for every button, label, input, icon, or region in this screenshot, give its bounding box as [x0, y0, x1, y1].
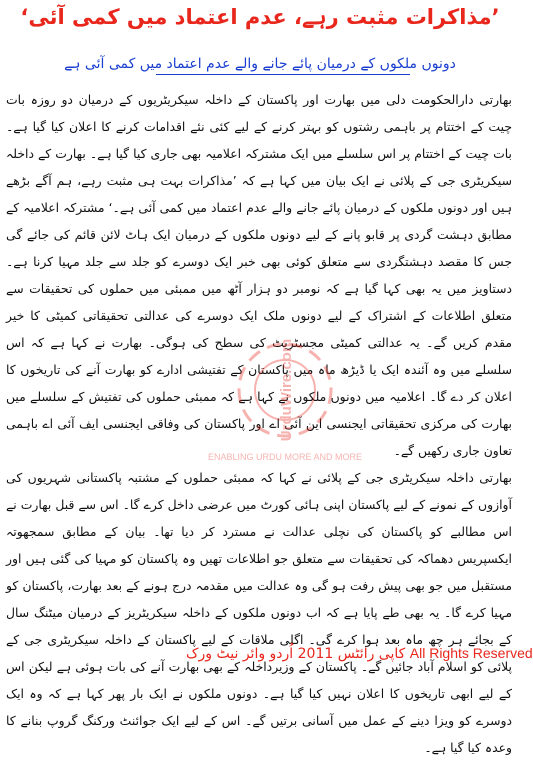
- article-paragraph: بھارتی دارالحکومت دلی میں بھارت اور پاکستان کے داخلہ سیکریٹریوں کے درمیان دو روزہ بات چیت کے اختتام پر باہمی رشتوں کو بہتر کرنے کے لیے کئی نئے اقدامات کرنے کا اعلان کیا گیا ہے۔ بات چیت کے اختتام پر اس سلسلے میں ایک مشترکہ اعلامیہ بھی جاری کیا گیا ہے۔ بھارت کے داخلہ سیکریٹری جی کے پلائی نے ایک بیان میں کہا ہے کہ ’مذاکرات بہت ہی مثبت رہے، ہم آگے بڑھے ہیں اور دونوں ملکوں کے درمیان پائے جانے والے عدم اعتماد میں کمی آئی ہے۔‘ مشترکہ اعلامیہ کے مطابق دہشت گردی پر قابو پانے کے لیے دونوں ملکوں کے درمیان ایک ہاٹ لائن قائم کی جائے گی جس کا مقصد دہشتگردی سے متعلق کوئی بھی خبر ایک دوسرے کو جلد سے جلد مہیا کرنا ہے۔ دستاویز میں یہ بھی کہا گیا ہے کہ نومبر دو ہزار آٹھ میں ممبئی میں حملوں کی تحقیقات سے متعلق اطلاعات کے اشتراک کے لیے دونوں ملک ایک دوسرے کی عدالتی تحقیقاتی کمیٹی کا خیر مقدم کریں گے۔ یہ عدالتی کمیٹی مجسٹریٹ کی سطح کی ہوگی۔ بھارت نے کہا ہے کہ اس سلسلے میں وہ آئندہ ایک یا ڈیڑھ ماہ میں پاکستان کے تفتیشی ادارے کو بھارت آنے کی تاریخوں کا اعلان کر دے گا۔ اعلامیہ میں دونوں ملکوں نے کہا ہے کہ ممبئی حملوں کی تفتیش کے سلسلے میں بھارت کی مرکزی تحقیقاتی ایجنسی این آئی اے اور پاکستان کی وفاقی ایجنسی ایف آئی اے باہمی تعاون جاری رکھیں گے۔: [6, 92, 512, 458]
- article-subheadline: دونوں ملکوں کے درمیان پائے جانے والے عدم اعتماد میں کمی آئی ہے: [64, 56, 456, 72]
- subheadline-underline: [156, 74, 410, 75]
- watermark-tagline: ENABLING URDU MORE AND MORE: [207, 452, 363, 462]
- article-paragraph: بھارتی داخلہ سیکریٹری جی کے پلائی نے کہا کہ ممبئی حملوں کے مشتبہ پاکستانی شہریوں کی آوازوں کے نمونے کے لیے پاکستان اپنی ہائی کورٹ میں عرضی داخل کرے گا۔ اس سے قبل بھارت نے اس مطالبے کو پاکستان کی نچلی عدالت نے مسترد کر دیا تھا۔ بیان کے مطابق سمجھوتہ ایکسپریس دھماکہ کی تحقیقات سے متعلق جو اطلاعات تھیں وہ پاکستان کو مہیا کی گئی ہیں اور مستقبل میں جو بھی پیش رفت ہو گی وہ عدالت میں مقدمہ درج ہونے کے بعد بھارت، پاکستان کو مہیا کرے گا۔ یہ بھی طے پایا ہے کہ اب دونوں ملکوں کے داخلہ سیکریٹریز کے درمیان میٹنگ سال کے بجائے ہر چھ ماہ بعد ہوا کرے گی۔ اگلی ملاقات کے لیے پاکستان کے داخلہ سیکریٹری جی کے پلائی کو اسلام آباد جائیں گے۔ پاکستان کے وزیرداخلہ کے بھی بھارت آنے کی بات ہوئی ہے لیکن اس کے لیے ابھی تاریخوں کا اعلان نہیں کیا گیا ہے۔ دونوں ملکوں نے ایک بار پھر کہا ہے کہ وہ ایک دوسرے کو ویزا دینے کے عمل میں آسانی برتیں گے۔ اس کے لیے ایک جوائنٹ ورکنگ گروپ بنانے کا وعدہ کیا گیا ہے۔: [6, 470, 512, 755]
- page-footer: [180, 643, 533, 663]
- watermark-site-name: UrduWire.com: [278, 338, 295, 442]
- footer-copyright-credit: کاپی رائٹس 2011 اُردو وائر نیٹ ورک: [186, 646, 406, 662]
- article-headline: ’مذاکرات مثبت رہے، عدم اعتماد میں کمی آئی‘: [20, 5, 500, 29]
- footer-rights-reserved: All Rights Reserved: [409, 645, 533, 661]
